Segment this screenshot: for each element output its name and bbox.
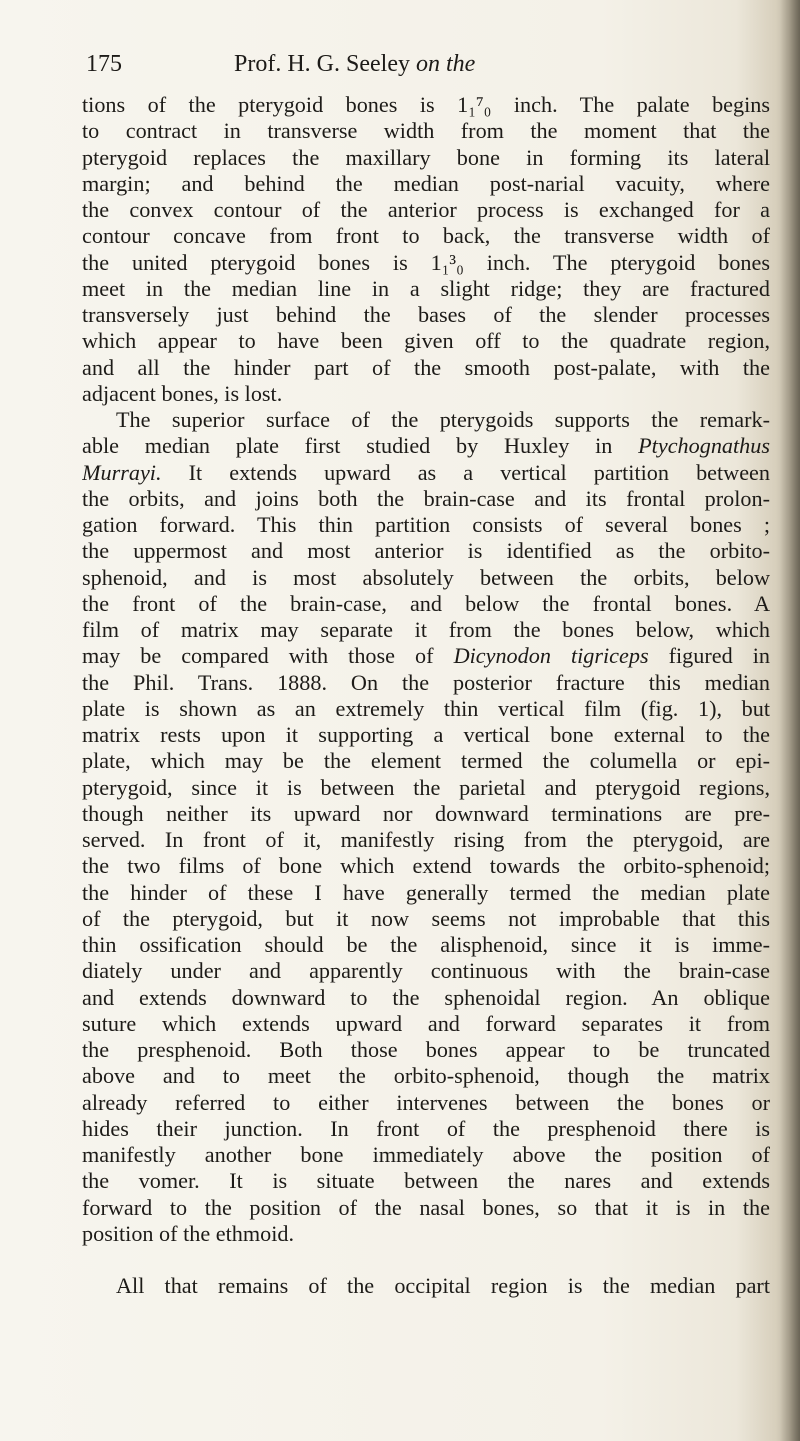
page-number: 175 [86, 51, 122, 77]
text-line: matrix rests upon it supporting a vertical bone external to the [82, 722, 770, 747]
text-line: which appear to have been given off to the quadrate region, [82, 328, 770, 354]
text-line: and all the hinder part of the smooth post-palate, with the [82, 354, 770, 380]
paragraph-2-line-10 [82, 643, 770, 669]
text-line: adjacent bones, is lost. [82, 380, 283, 406]
text-line: film of matrix may separate it from the bones below, which [82, 617, 770, 642]
text-line: pterygoid replaces the maxillary bone in forming its lateral [82, 144, 770, 170]
text-line: gation forward. This thin partition consists of several bones ; [82, 512, 770, 537]
text-line: tions of the pterygoid bones is 1₁⁷₀ inch. The palate begins [82, 92, 770, 117]
text-line: contour concave from front to back, the transverse width of [82, 223, 770, 249]
text-line: pterygoid, since it is between the parietal and pterygoid regions, [82, 774, 770, 800]
running-title-main: Prof. H. G. Seeley [234, 51, 416, 77]
text-line: position of the ethmoid. [82, 1220, 294, 1246]
text-line: the hinder of these I have generally termed the median plate [82, 879, 770, 905]
text-line: and extends downward to the sphenoidal region. An oblique [82, 984, 770, 1010]
text-line: hides their junction. In front of the presphenoid there is [82, 1115, 770, 1141]
text-line: the Phil. Trans. 1888. On the posterior fracture this median [82, 669, 770, 695]
paragraph-gap [82, 1247, 770, 1273]
text-line: margin; and behind the median post-narial vacuity, where [82, 170, 770, 196]
text-run: It extends upward as a vertical partition between [161, 459, 770, 485]
text-line: sphenoid, and is most absolutely between the orbits, below [82, 564, 770, 590]
body-text [82, 92, 770, 1300]
text-line: the front of the brain-case, and below the frontal bones. A [82, 590, 770, 616]
paragraph-2-line-1: The superior surface of the pterygoids supports the remark- [116, 407, 770, 432]
text-line: to contract in transverse width from the moment that the [82, 118, 770, 144]
text-line: diately under and apparently continuous with the brain-case [82, 958, 770, 984]
text-line: forward to the position of the nasal bones, so that it is in the [82, 1194, 770, 1220]
text-line: the two films of bone which extend towards the orbito-sphenoid; [82, 853, 770, 879]
running-title [234, 44, 475, 84]
text-line: the united pterygoid bones is 1₁³₀ inch. The pterygoid bones [82, 249, 770, 275]
running-title-italic: on the [415, 51, 476, 77]
text-line: above and to meet the orbito-sphenoid, though the matrix [82, 1063, 770, 1089]
species-name: Dicynodon tigriceps [453, 643, 649, 669]
text-line: transversely just behind the bases of the slender processes [82, 302, 770, 327]
text-line: suture which extends upward and forward separates it from [82, 1010, 770, 1036]
text-line: though neither its upward nor downward terminations are pre- [82, 800, 770, 826]
text-run: may be compared with those of [82, 643, 454, 669]
text-line: plate is shown as an extremely thin vertical film (fig. 1), but [82, 695, 770, 721]
text-line: meet in the median line in a slight ridge; they are fractured [82, 275, 770, 301]
species-name: Murrayi. [82, 459, 162, 485]
text-line: the orbits, and joins both the brain-case and its frontal prolon- [82, 485, 770, 511]
text-line: the presphenoid. Both those bones appear to be truncated [82, 1037, 770, 1062]
text-line: served. In front of it, manifestly rising from the pterygoid, are [82, 827, 770, 852]
running-header [84, 44, 774, 84]
text-line: the uppermost and most anterior is identified as the orbito- [82, 538, 770, 564]
final-paragraph-line: All that remains of the occipital region is the median part [116, 1273, 770, 1299]
page-spine-shadow [780, 0, 800, 1441]
text-line: manifestly another bone immediately above the position of [82, 1142, 770, 1167]
text-line: the vomer. It is situate between the nares and extends [82, 1168, 770, 1194]
species-name: Ptychognathus [638, 433, 770, 459]
text-line: thin ossification should be the alisphenoid, since it is imme- [82, 932, 770, 957]
paragraph-2-line-3 [82, 460, 770, 486]
text-line: already referred to either intervenes between the bones or [82, 1089, 770, 1115]
paragraph-2-line-2 [82, 433, 770, 459]
text-line: the convex contour of the anterior process is exchanged for a [82, 197, 770, 222]
text-run: figured in [648, 643, 770, 669]
text-run: able median plate first studied by Huxley in [82, 433, 639, 459]
text-line: of the pterygoid, but it now seems not improbable that this [82, 905, 770, 931]
text-line: plate, which may be the element termed the columella or epi- [82, 748, 770, 774]
